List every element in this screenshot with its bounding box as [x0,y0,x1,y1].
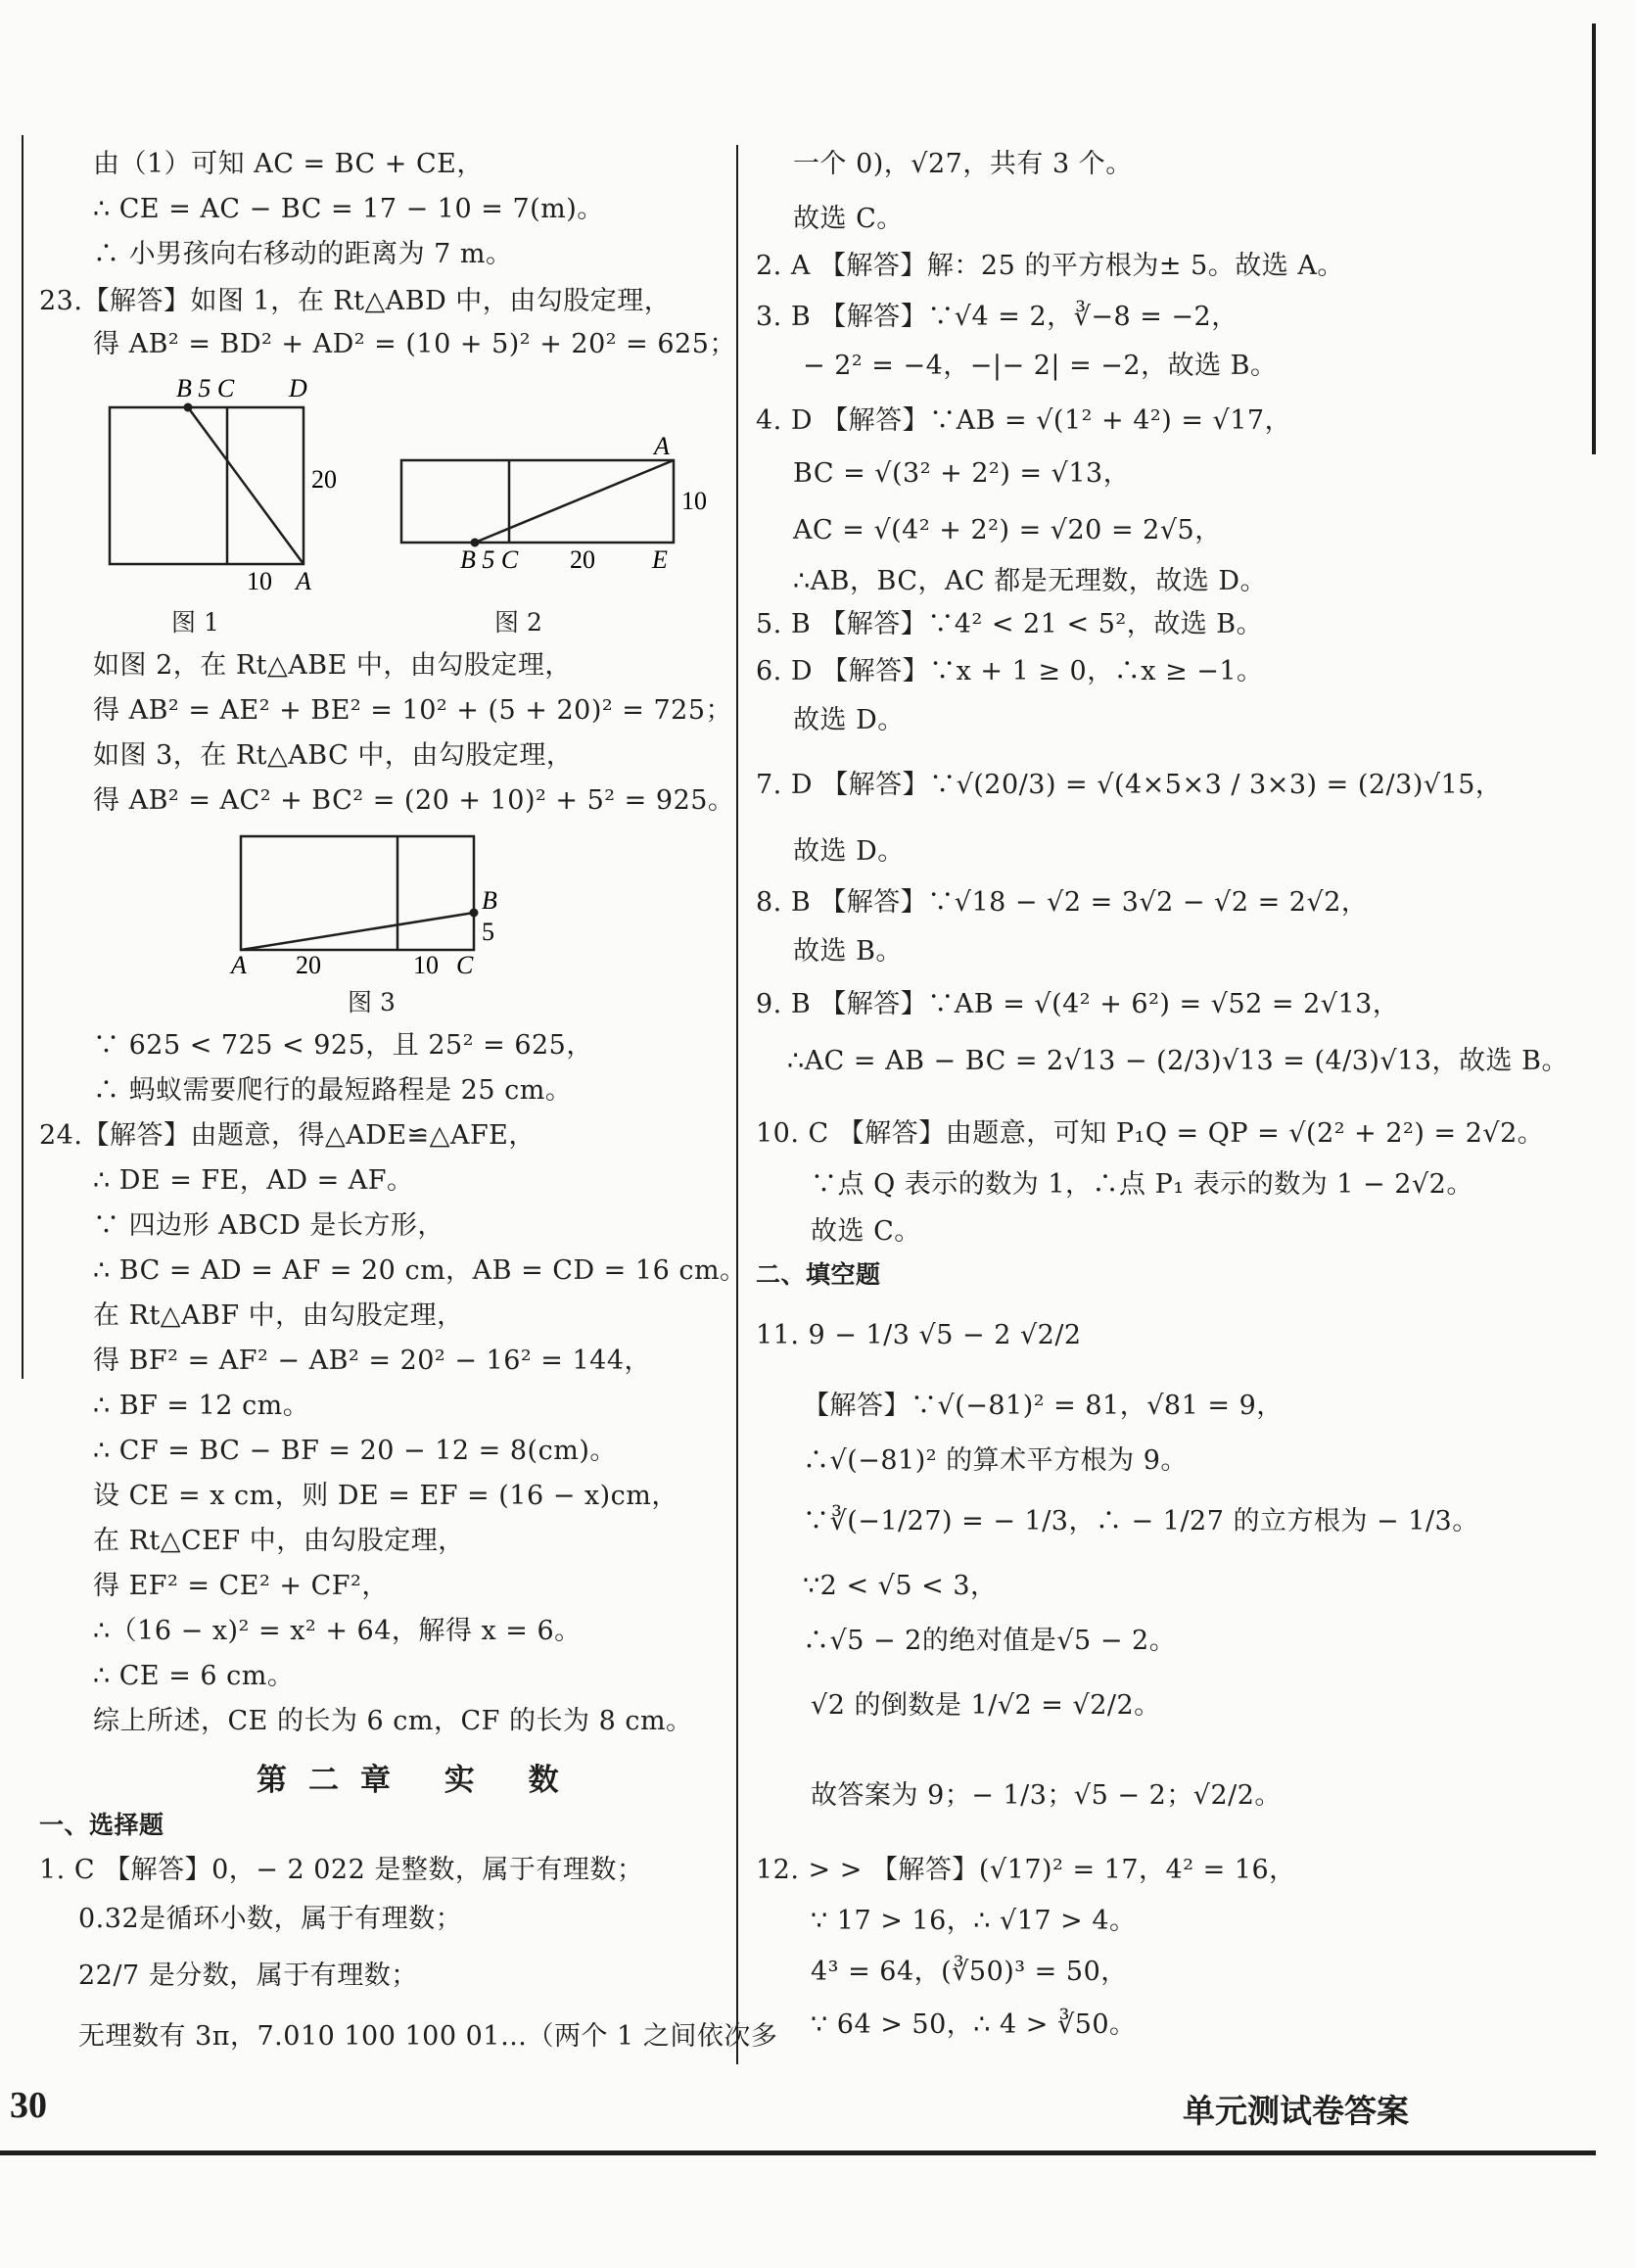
page-number: 30 [10,2085,47,2126]
text-line: ∵点 Q 表示的数为 1，∴点 P₁ 表示的数为 1 − 2√2。 [811,1169,1473,1200]
footer-title: 单元测试卷答案 [1183,2092,1409,2130]
section-heading: 二、填空题 [756,1260,881,1289]
fig3-label-side: 5 [482,918,494,946]
text-line: 一个 0)，√27，共有 3 个。 [793,149,1133,179]
text-line: 22/7 是分数，属于有理数； [78,1961,418,1991]
q11-answer: 11. 9 − 1/3 √5 − 2 √2/2 [756,1320,1082,1350]
text-line: 故选 D。 [793,836,905,867]
figure-1 [98,372,337,597]
text-line: ∵∛(−1/27) = − 1/3，∴ − 1/27 的立方根为 − 1/3。 [803,1506,1479,1536]
column-divider [736,145,738,2064]
text-line: 故选 D。 [793,705,905,735]
text-line: AC = √(4² + 2²) = √20 = 2√5， [793,515,1222,545]
figure-2-caption: 图 2 [494,608,542,637]
fig3-label-w1: 20 [296,951,321,979]
q10-answer: 10. C 【解答】由题意，可知 P₁Q = QP = √(2² + 2²) = 2√2。 [756,1118,1545,1149]
q8-answer: 8. B 【解答】∵√18 − √2 = 3√2 − √2 = 2√2， [756,887,1369,918]
text-line: 综上所述，CE 的长为 6 cm，CF 的长为 8 cm。 [93,1706,693,1736]
text-line: − 2² = −4，−|− 2| = −2，故选 B。 [803,351,1278,381]
text-line: 1. C 【解答】0，− 2 022 是整数，属于有理数； [39,1855,644,1885]
figure-1-caption: 图 1 [171,608,219,637]
figure-2 [392,431,715,578]
text-line: ∴ BC = AD = AF = 20 cm，AB = CD = 16 cm。 [93,1255,747,1286]
text-line: ∵ 17 > 16，∴ √17 > 4。 [811,1906,1137,1936]
fig1-label-side: 20 [311,465,337,494]
figure-3 [225,828,519,979]
fig1-label-top: B 5 C [176,374,235,402]
text-line: BC = √(3² + 2²) = √13， [793,458,1131,489]
text-line: ∴ 小男孩向右移动的距离为 7 m。 [93,239,513,269]
text-line: 在 Rt△CEF 中，由勾股定理， [93,1526,465,1556]
fig2-label-mid: 20 [570,545,595,574]
q23-heading: 23.【解答】如图 1，在 Rt△ABD 中，由勾股定理， [39,286,672,316]
q4-answer: 4. D 【解答】∵AB = √(1² + 4²) = √17， [756,405,1292,436]
text-line: 得 AB² = AC² + BC² = (20 + 10)² + 5² = 925。 [93,785,735,816]
fig1-label-d: D [289,374,307,402]
q24-heading: 24.【解答】由题意，得△ADE≌△AFE， [39,1120,536,1151]
text-line: 得 BF² = AF² − AB² = 20² − 16² = 144， [93,1346,652,1376]
text-line: 无理数有 3π，7.010 100 100 01…（两个 1 之间依次多 [78,2021,778,2052]
text-line: √2 的倒数是 1/√2 = √2/2。 [811,1690,1161,1721]
text-line: ∵ 64 > 50，∴ 4 > ∛50。 [811,2009,1137,2040]
text-line: ∴ CE = 6 cm。 [93,1661,295,1691]
q5-answer: 5. B 【解答】∵4² < 21 < 5²，故选 B。 [756,609,1264,639]
text-line: 【解答】∵√(−81)² = 81，√81 = 9， [803,1391,1284,1421]
text-line: ∴AC = AB − BC = 2√13 − (2/3)√13 = (4/3)√13，故选 B。 [787,1046,1568,1076]
fig1-label-bottom: 10 [247,567,272,595]
fig3-label-a: A [231,951,247,979]
text-line: 得 AB² = BD² + AD² = (10 + 5)² + 20² = 625； [93,329,736,359]
text-line: ∴ 蚂蚁需要爬行的最短路程是 25 cm。 [93,1075,573,1106]
figure-3-caption: 图 3 [348,988,396,1016]
footer-rule [0,2150,1596,2155]
text-line: 如图 3，在 Rt△ABC 中，由勾股定理， [93,740,574,771]
left-margin-rule [22,135,23,1379]
fig3-label-b: B [482,886,497,915]
text-line: 0.32̇是循环小数，属于有理数； [78,1904,463,1934]
text-line: 故答案为 9；− 1/3；√5 − 2；√2/2。 [811,1780,1282,1811]
text-line: ∴ DE = FE，AD = AF。 [93,1165,414,1196]
q3-answer: 3. B 【解答】∵√4 = 2，∛−8 = −2， [756,302,1238,332]
q7-answer: 7. D 【解答】∵√(20/3) = √(4×5×3 / 3×3) = (2/3)√15， [756,770,1503,800]
right-edge-rule [1592,24,1596,454]
text-line: 故选 C。 [793,204,904,234]
fig2-label-side: 10 [681,487,707,515]
text-line: 如图 2，在 Rt△ABE 中，由勾股定理， [93,650,572,681]
text-line: ∴√(−81)² 的算术平方根为 9。 [803,1445,1188,1476]
text-line: ∵ 625 < 725 < 925，且 25² = 625， [93,1030,593,1061]
text-line: ∵2 < √5 < 3， [803,1571,998,1601]
text-line: 由（1）可知 AC = BC + CE， [93,149,484,179]
fig2-label-a: A [654,432,670,460]
fig3-label-c: C [456,951,474,979]
text-line: 故选 B。 [793,936,903,967]
q9-answer: 9. B 【解答】∵AB = √(4² + 6²) = √52 = 2√13， [756,989,1400,1019]
fig2-label-e: E [652,545,668,574]
text-line: 得 AB² = AE² + BE² = 10² + (5 + 20)² = 725； [93,695,733,726]
text-line: ∴ BF = 12 cm。 [93,1391,310,1421]
text-line: ∴√5 − 2的绝对值是√5 − 2。 [803,1626,1177,1656]
text-line: ∴（16 − x)² = x² + 64，解得 x = 6。 [93,1616,582,1646]
text-line: ∴ CE = AC − BC = 17 − 10 = 7(m)。 [93,194,604,224]
text-line: 4³ = 64，(∛50)³ = 50， [811,1957,1128,1987]
fig3-label-w2: 10 [413,951,439,979]
fig1-label-a: A [296,567,311,595]
text-line: 设 CE = x cm，则 DE = EF = (16 − x)cm， [93,1481,678,1511]
section-heading: 一、选择题 [39,1811,164,1839]
text-line: ∴AB，BC，AC 都是无理数，故选 D。 [793,566,1267,596]
text-line: 在 Rt△ABF 中，由勾股定理， [93,1300,464,1331]
chapter-title: 第二章 实 数 [257,1763,581,1798]
q2-answer: 2. A 【解答】解：25 的平方根为± 5。故选 A。 [756,251,1344,281]
q12-answer: 12. > > 【解答】(√17)² = 17，4² = 16， [756,1855,1296,1885]
fig2-label-bottom: B 5 C [460,545,519,574]
text-line: ∴ CF = BC − BF = 20 − 12 = 8(cm)。 [93,1436,617,1466]
text-line: 得 EF² = CE² + CF²， [93,1571,389,1601]
text-line: 故选 C。 [811,1216,921,1247]
text-line: ∵ 四边形 ABCD 是长方形， [93,1210,444,1241]
q6-answer: 6. D 【解答】∵x + 1 ≥ 0，∴x ≥ −1。 [756,656,1264,686]
